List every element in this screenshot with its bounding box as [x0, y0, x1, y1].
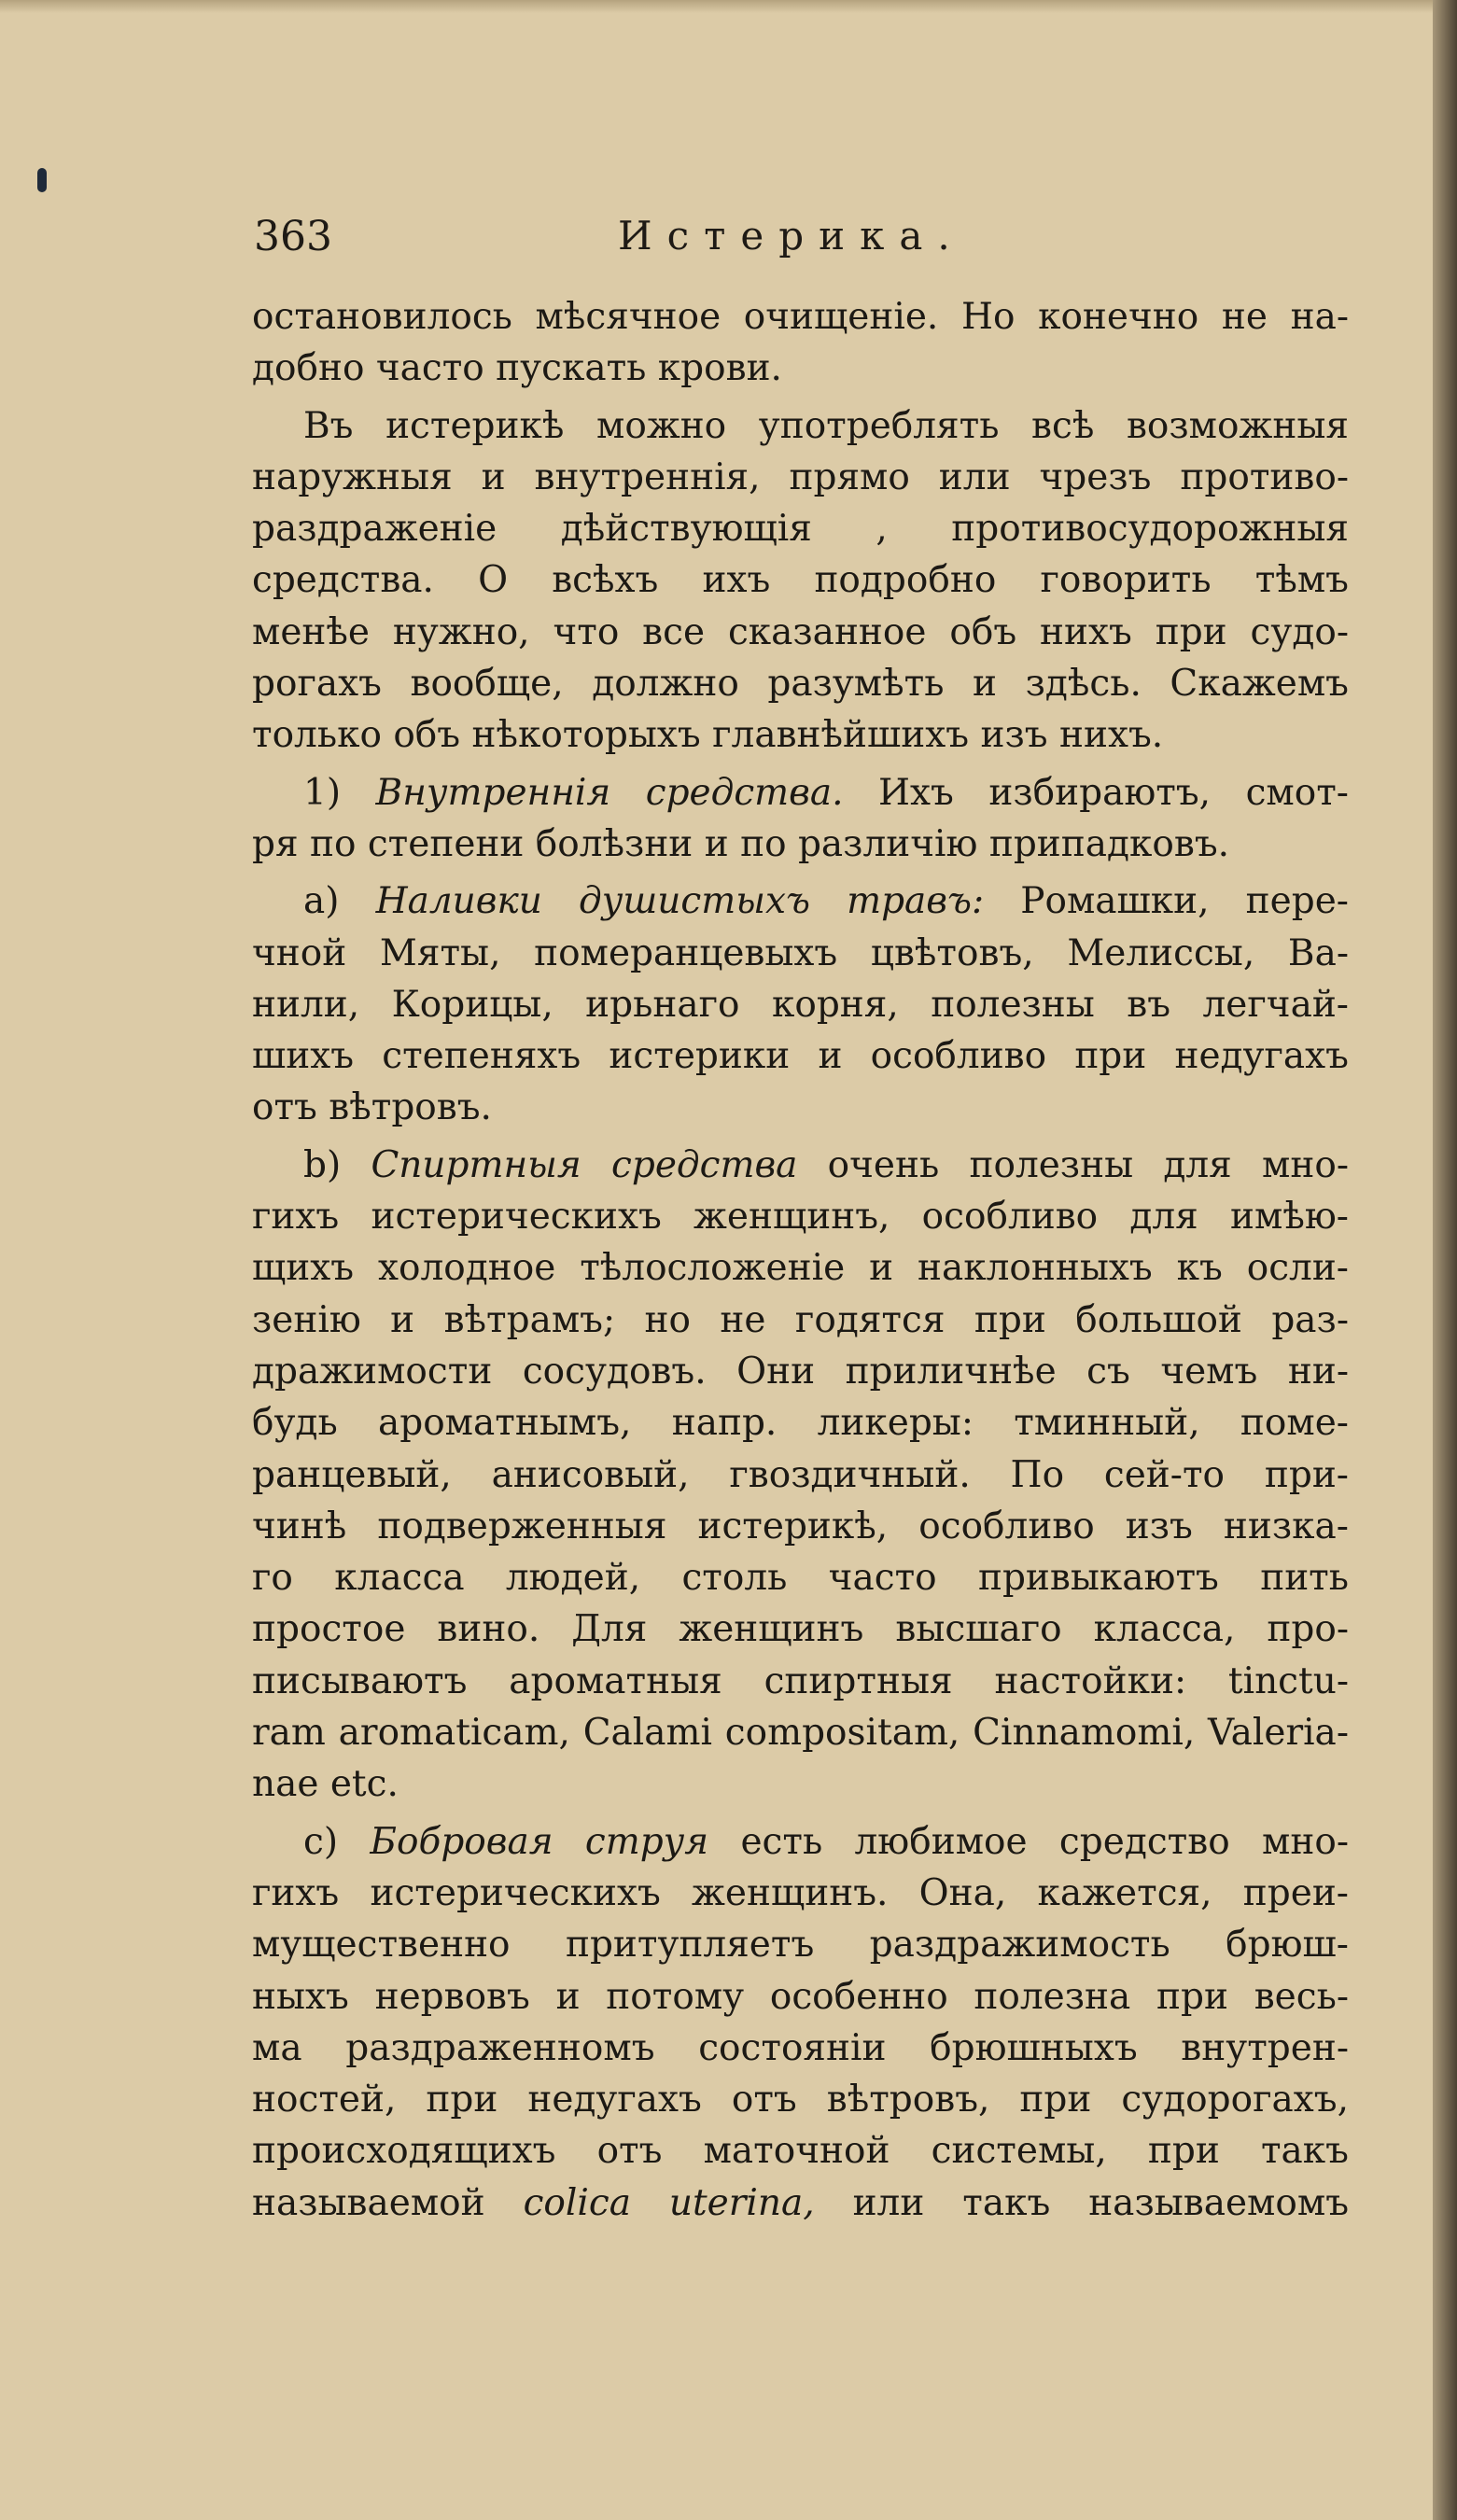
page-top-edge [0, 0, 1457, 13]
text-line: будь ароматнымъ, напр. ликеры: тминный, поме- [252, 1402, 1349, 1445]
page-binding-edge [1433, 0, 1457, 2520]
text-line: дражимости сосудовъ. Они приличнѣе съ чемъ ни- [252, 1350, 1349, 1393]
body-text [252, 291, 1349, 2229]
italic-term: Внутреннія средства. [375, 771, 844, 814]
text-line: наружныя и внутреннія, прямо или чрезъ противо- [252, 455, 1349, 498]
page-number: 363 [254, 213, 332, 260]
text-line: щихъ холодное тѣлосложеніе и наклонныхъ къ осли- [252, 1247, 1349, 1290]
text-line: ма раздраженномъ состояніи брюшныхъ внутрен- [252, 2026, 1349, 2069]
text-line: ранцевый, анисовый, гвоздичный. По сей-то при- [252, 1453, 1349, 1496]
text-line: шихъ степеняхъ истерики и особливо при недугахъ [252, 1035, 1349, 1078]
page-header [254, 213, 1355, 278]
text-line: нили, Корицы, ирьнаго корня, полезны въ легчай- [252, 983, 1349, 1026]
italic-term: colica uterina, [523, 2181, 815, 2224]
text-line: мущественно притупляетъ раздражимость брюш- [252, 1924, 1349, 1967]
ink-stain [37, 168, 47, 192]
text-line: гихъ истерическихъ женщинъ. Она, кажется, преи- [252, 1871, 1349, 1914]
italic-term: Бобровая струя [370, 1820, 709, 1863]
text-line: писываютъ ароматныя спиртныя настойки: tinctu- [252, 1659, 1349, 1702]
text-line: средства. О всѣхъ ихъ подробно говорить тѣмъ [252, 559, 1349, 602]
text-line: 1) Внутреннія средства. Ихъ избираютъ, смот- [303, 771, 1349, 814]
text-line: nae etc. [252, 1763, 399, 1806]
text-line: ря по степени болѣзни и по различію припадковъ. [252, 822, 1230, 865]
text-line: ностей, при недугахъ отъ вѣтровъ, при судорогахъ, [252, 2079, 1349, 2121]
text-line: простое вино. Для женщинъ высшаго класса, про- [252, 1608, 1349, 1651]
text-line: зенію и вѣтрамъ; но не годятся при большой раз- [252, 1298, 1349, 1341]
text-line: чной Мяты, померанцевыхъ цвѣтовъ, Мелиссы, Ва- [252, 931, 1349, 974]
text-line: остановилось мѣсячное очищеніе. Но конечно не на- [252, 296, 1349, 338]
text-line: добно часто пускать крови. [252, 347, 782, 390]
text-line: го класса людей, столь часто привыкаютъ пить [252, 1557, 1349, 1600]
text-line: c) Бобровая струя есть любимое средство мно- [303, 1820, 1349, 1863]
text-line: только объ нѣкоторыхъ главнѣйшихъ изъ нихъ. [252, 714, 1164, 757]
text-line: раздраженіе дѣйствующія , противосудорожныя [252, 508, 1349, 551]
text-line: ram aromaticam, Calami compositam, Cinnamomi, Valeria- [252, 1712, 1349, 1755]
text-line: b) Спиртныя средства очень полезны для мно- [303, 1143, 1350, 1186]
italic-term: Наливки душистыхъ травъ: [375, 880, 985, 923]
text-line: гихъ истерическихъ женщинъ, особливо для имѣю- [252, 1196, 1349, 1239]
running-title: Истерика. [618, 213, 965, 259]
text-line: Въ истерикѣ можно употреблять всѣ возможныя [303, 404, 1349, 447]
text-line: рогахъ вообще, должно разумѣть и здѣсь. Скажемъ [252, 663, 1349, 706]
text-line: a) Наливки душистыхъ травъ: Ромашки, пере- [303, 880, 1349, 923]
text-line: происходящихъ отъ маточной системы, при такъ [252, 2130, 1349, 2173]
text-line: менѣе нужно, что все сказанное объ нихъ при судо- [252, 610, 1349, 653]
text-line: отъ вѣтровъ. [252, 1086, 492, 1129]
text-line: ныхъ нервовъ и потому особенно полезна при весь- [252, 1975, 1349, 2018]
text-line: чинѣ подверженныя истерикѣ, особливо изъ низка- [252, 1505, 1349, 1547]
text-line: называемой colica uterina, или такъ называемомъ [252, 2181, 1350, 2224]
italic-term: Спиртныя средства [371, 1143, 798, 1186]
